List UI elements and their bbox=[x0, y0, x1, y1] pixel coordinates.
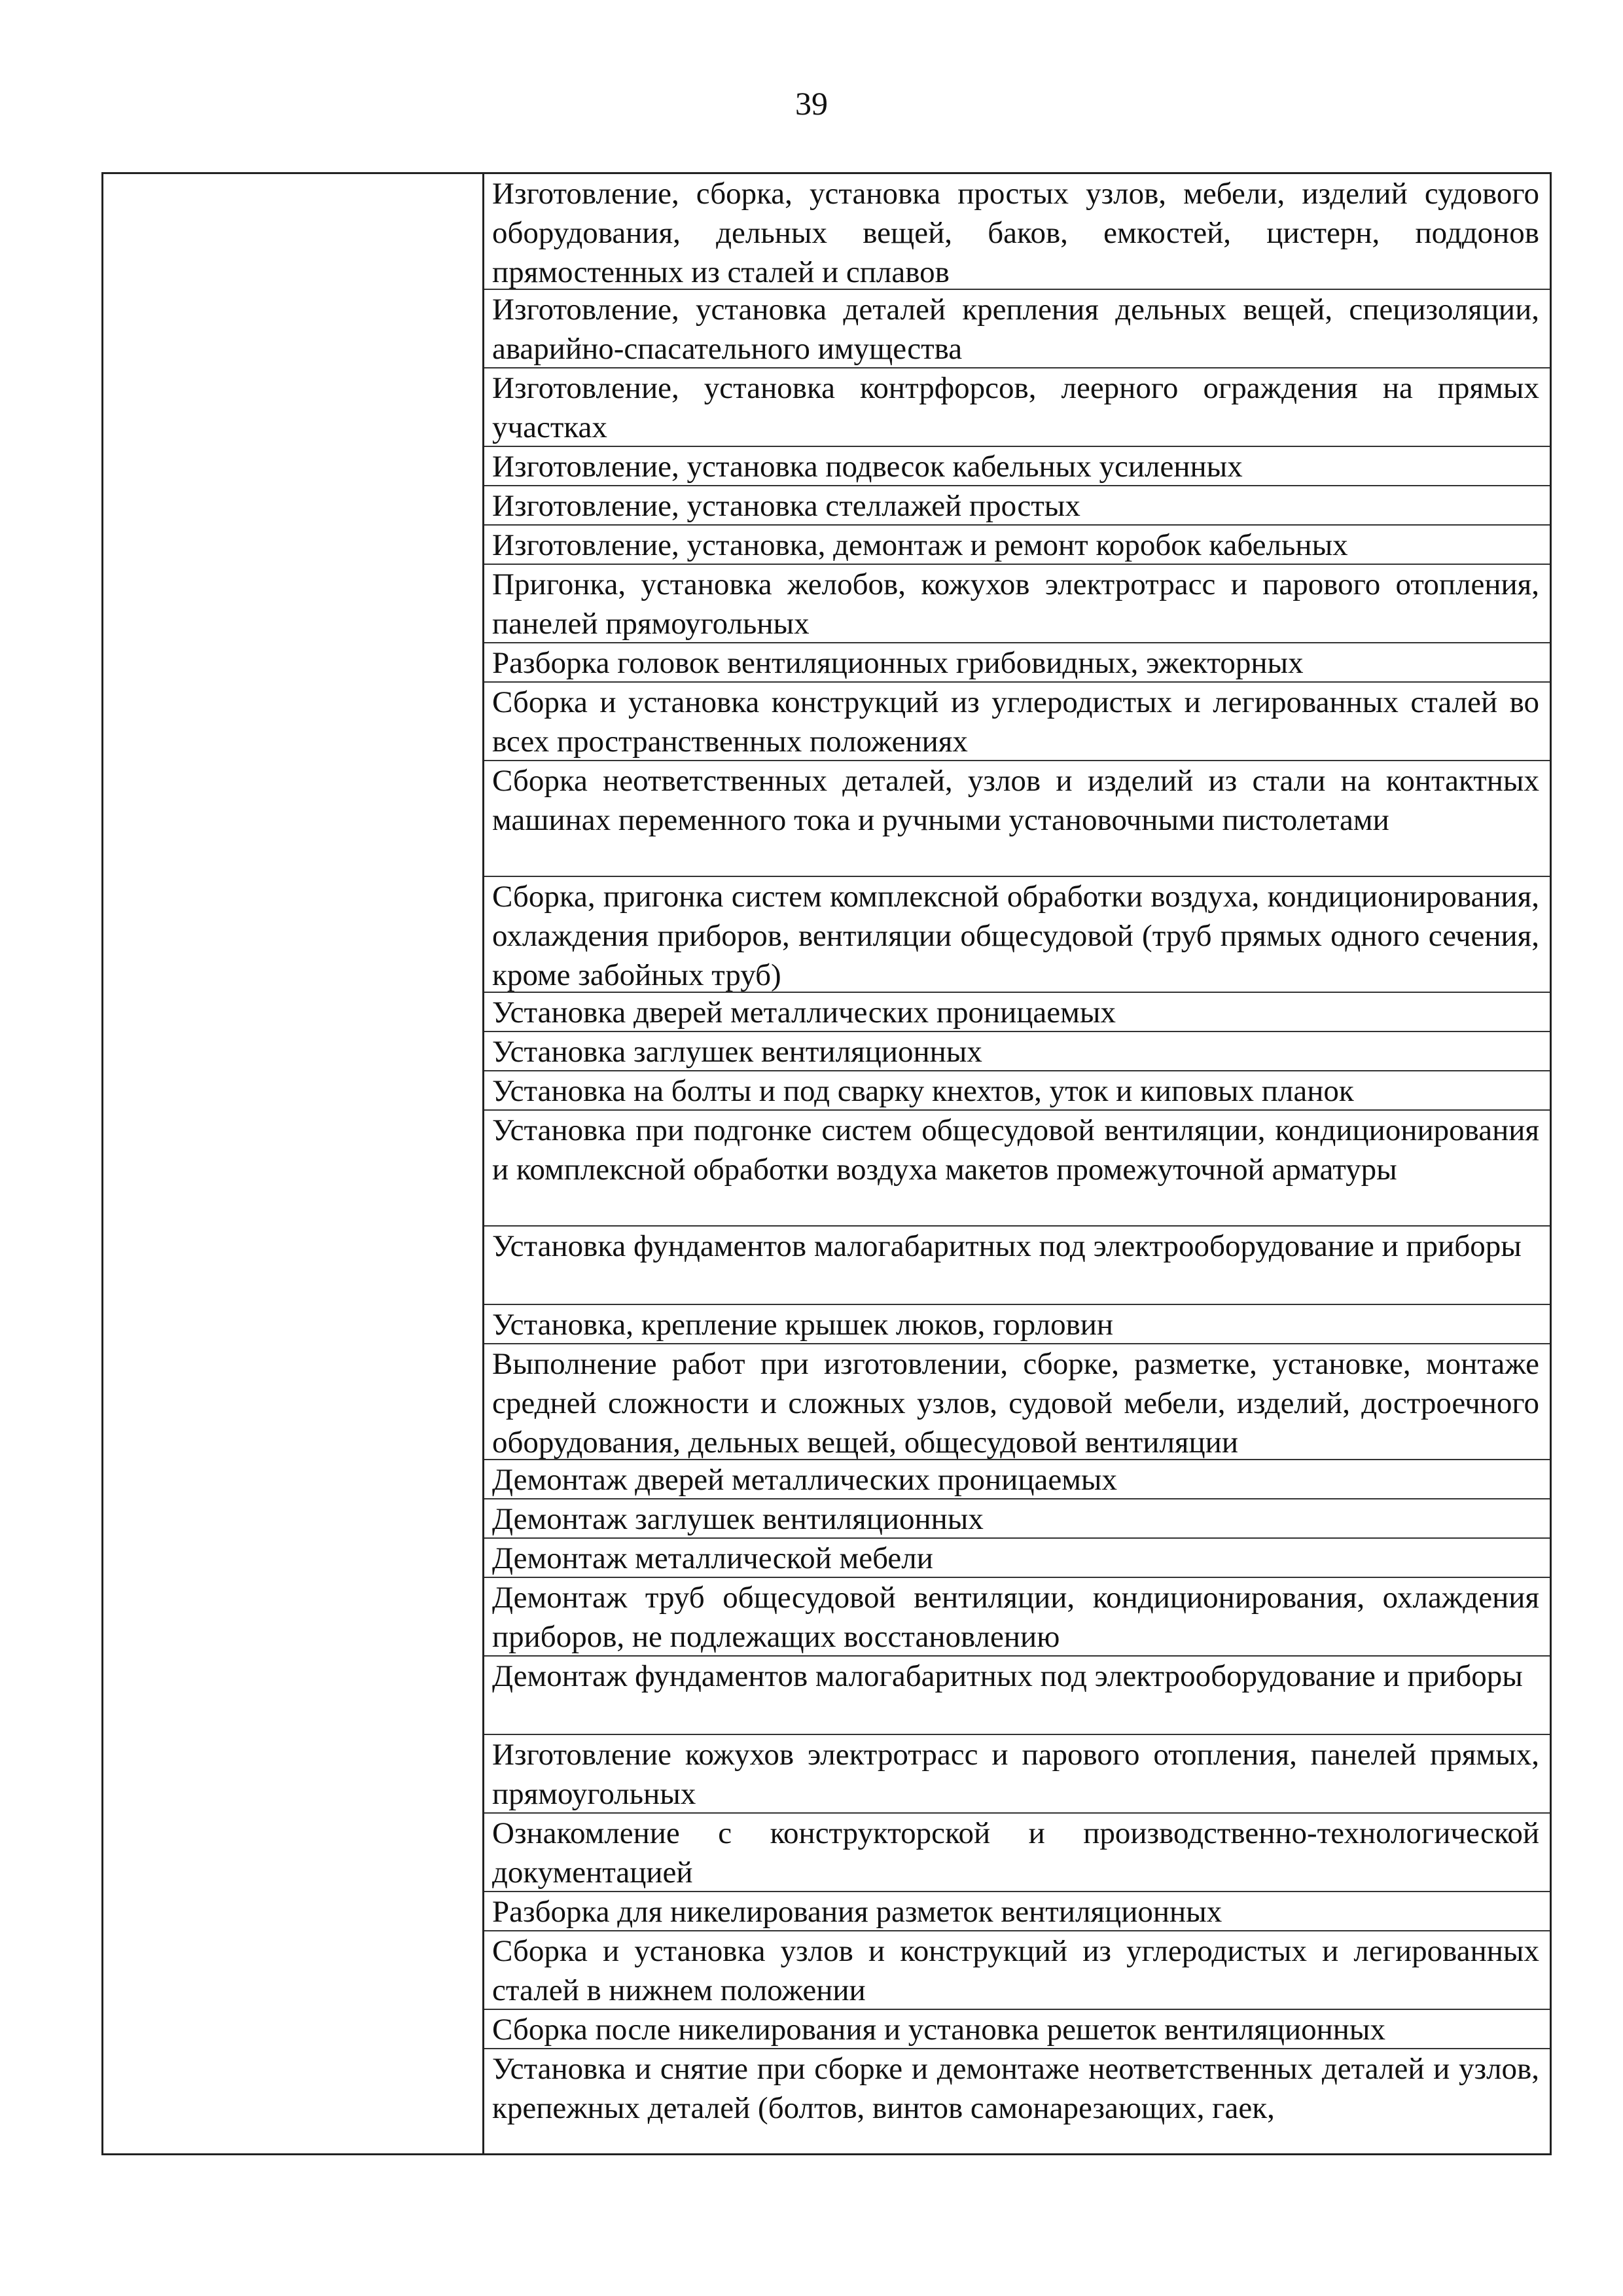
table-row: Сборка и установка узлов и конструкций из углеродистых и легированных сталей в нижнем положении bbox=[484, 1931, 1550, 2010]
table-row: Изготовление, установка контрфорсов, леерного ограждения на прямых участках bbox=[484, 368, 1550, 447]
table-row: Демонтаж дверей металлических проницаемых bbox=[484, 1460, 1550, 1499]
table-row: Выполнение работ при изготовлении, сборке, разметке, установке, монтаже средней сложности и сложных узлов, судовой мебели, изделий, достроечного оборудования, дельных вещей, общесудовой вентиляции bbox=[484, 1344, 1550, 1460]
table-row: Установка дверей металлических проницаемых bbox=[484, 993, 1550, 1032]
table-row: Сборка и установка конструкций из углеродистых и легированных сталей во всех пространственных положениях bbox=[484, 683, 1550, 761]
table-row: Изготовление, установка стеллажей простых bbox=[484, 486, 1550, 526]
work-list-table bbox=[101, 172, 1552, 2155]
empty-left-column bbox=[103, 174, 484, 2153]
table-row: Установка заглушек вентиляционных bbox=[484, 1032, 1550, 1071]
table-row: Пригонка, установка желобов, кожухов электротрасс и парового отопления, панелей прямоугольных bbox=[484, 565, 1550, 643]
table-row: Сборка после никелирования и установка решеток вентиляционных bbox=[484, 2010, 1550, 2049]
table-row: Разборка для никелирования разметок вентиляционных bbox=[484, 1892, 1550, 1931]
table-row: Установка на болты и под сварку кнехтов, уток и киповых планок bbox=[484, 1071, 1550, 1111]
table-row: Установка и снятие при сборке и демонтаже неответственных деталей и узлов, крепежных деталей (болтов, винтов самонарезающих, гаек, bbox=[492, 2052, 1539, 2125]
table-row: Сборка неответственных деталей, узлов и изделий из стали на контактных машинах переменного тока и ручными установочными пистолетами bbox=[484, 761, 1550, 877]
table-row: Демонтаж фундаментов малогабаритных под электрооборудование и приборы bbox=[484, 1657, 1550, 1735]
table-row: Демонтаж труб общесудовой вентиляции, кондиционирования, охлаждения приборов, не подлежащих восстановлению bbox=[484, 1578, 1550, 1657]
page-number: 39 bbox=[795, 85, 828, 122]
table-row: Демонтаж заглушек вентиляционных bbox=[484, 1499, 1550, 1539]
table-row: Сборка, пригонка систем комплексной обработки воздуха, кондиционирования, охлаждения приборов, вентиляции общесудовой (труб прямых одного сечения, кроме забойных труб) bbox=[484, 877, 1550, 993]
table-row: Установка при подгонке систем общесудовой вентиляции, кондиционирования и комплексной обработки воздуха макетов промежуточной арматуры bbox=[484, 1111, 1550, 1227]
table-row: Изготовление, установка деталей крепления дельных вещей, специзоляции, аварийно-спасательного имущества bbox=[484, 290, 1550, 368]
table-row: Изготовление, установка, демонтаж и ремонт коробок кабельных bbox=[484, 526, 1550, 565]
table-rows bbox=[484, 174, 1550, 2128]
table-row: Установка фундаментов малогабаритных под электрооборудование и приборы bbox=[484, 1227, 1550, 1305]
table-row: Изготовление, установка подвесок кабельных усиленных bbox=[484, 447, 1550, 486]
table-row: Изготовление, сборка, установка простых узлов, мебели, изделий судового оборудования, дельных вещей, баков, емкостей, цистерн, поддонов прямостенных из сталей и сплавов bbox=[484, 174, 1550, 290]
table-row: Ознакомление с конструкторской и производственно-технологической документацией bbox=[484, 1814, 1550, 1892]
table-row: Изготовление кожухов электротрасс и парового отопления, панелей прямых, прямоугольных bbox=[484, 1735, 1550, 1814]
table-row: Установка, крепление крышек люков, горловин bbox=[484, 1305, 1550, 1344]
table-row: Разборка головок вентиляционных грибовидных, эжекторных bbox=[484, 643, 1550, 683]
table-row: Демонтаж металлической мебели bbox=[484, 1539, 1550, 1578]
